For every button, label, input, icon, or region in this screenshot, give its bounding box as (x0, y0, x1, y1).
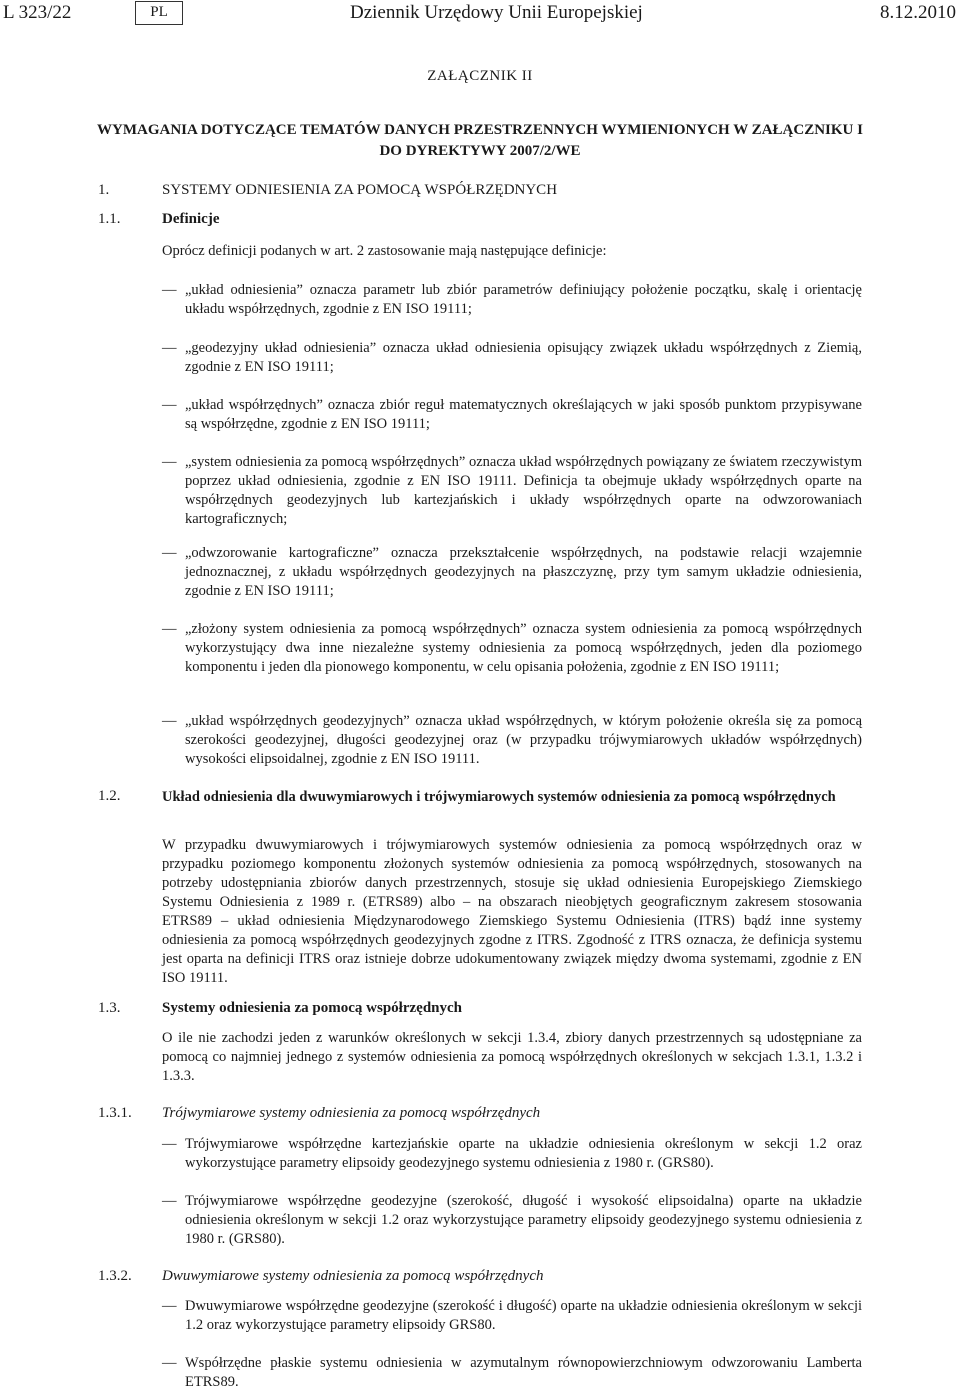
definition-text: „układ współrzędnych” oznacza zbiór reguł matematycznych określających w jaki sposób punktom przypisywane są współrzędne, zgodnie z EN ISO 19111; (185, 397, 862, 432)
dash-marker: — (162, 713, 177, 729)
definition-text: „układ odniesienia” oznacza parametr lub zbiór parametrów definiujący położenie początku, skalę i orientację układu współrzędnych, zgodnie z EN ISO 19111; (185, 282, 862, 317)
section-1-number: 1. (98, 182, 110, 198)
language-badge: PL (135, 1, 183, 25)
section-1-1-title: Definicje (162, 211, 220, 227)
definition-item (162, 396, 862, 434)
dash-marker: — (162, 340, 177, 356)
section-1-3-2-number: 1.3.2. (98, 1268, 132, 1284)
definition-text: „system odniesienia za pomocą współrzędnych” oznacza układ współrzędnych powiązany ze światem rzeczywistym poprzez układ odniesienia, zgodnie z EN ISO 19111. Definicja ta obejmuje układy współrzędnych oparte na współrzędnych geodezyjnych lub kartezjańskich i układy współrzędnych oparte na odwzorowaniach kartograficznych; (185, 454, 862, 527)
definition-item (162, 281, 862, 319)
definition-text: „układ współrzędnych geodezyjnych” oznacza układ współrzędnych, w którym położenie określa się za pomocą szerokości geodezyjnej, długości geodezyjnej oraz (w przypadku trójwymiarowych układów współrzędnych) wysokości elipsoidalnej, zgodnie z EN ISO 19111. (185, 713, 862, 767)
dash-marker: — (162, 1193, 177, 1209)
section-1-1-intro: Oprócz definicji podanych w art. 2 zastosowanie mają następujące definicje: (162, 243, 607, 259)
section-1-3-2-title: Dwuwymiarowe systemy odniesienia za pomocą współrzędnych (162, 1268, 544, 1284)
dash-marker: — (162, 397, 177, 413)
list-item-text: Trójwymiarowe współrzędne geodezyjne (szerokość, długość i wysokość elipsoidalna) oparte na układzie odniesienia określonym w sekcji 1.2 oraz wykorzystujące parametry elipsoidy geodezyjnego systemu odniesienia z 1980 r. (GRS80). (185, 1193, 862, 1247)
list-item-text: Trójwymiarowe współrzędne kartezjańskie oparte na układzie odniesienia określonym w sekcji 1.2 oraz wykorzystujące parametry elipsoidy geodezyjnego systemu odniesienia z 1980 r. (GRS80). (185, 1136, 862, 1171)
main-title-text: WYMAGANIA DOTYCZĄCE TEMATÓW DANYCH PRZESTRZENNYCH WYMIENIONYCH W ZAŁĄCZNIKU I DO DYREKTYWY 2007/2/WE (97, 122, 863, 159)
definition-item (162, 339, 862, 377)
annex-title: ZAŁĄCZNIK II (427, 68, 533, 84)
dash-marker: — (162, 545, 177, 561)
list-item (162, 1135, 862, 1173)
definition-item (162, 544, 862, 601)
list-item (162, 1192, 862, 1249)
dash-marker: — (162, 1298, 177, 1314)
definition-text: „złożony system odniesienia za pomocą współrzędnych” oznacza system odniesienia za pomocą współrzędnych wykorzystujący dwa inne niezależne systemy odniesienia za pomocą współrzędnych, jeden dla poziomego komponentu i jeden dla pionowego komponentu, w celu opisania położenia, zgodnie z EN ISO 19111; (185, 621, 862, 675)
dash-marker: — (162, 621, 177, 637)
definition-text: „geodezyjny układ odniesienia” oznacza układ odniesienia opisujący związek układu współrzędnych z Ziemią, zgodnie z EN ISO 19111; (185, 340, 862, 375)
section-1-1-number: 1.1. (98, 211, 121, 227)
main-title (0, 120, 960, 162)
dash-marker: — (162, 1136, 177, 1152)
dash-marker: — (162, 454, 177, 470)
list-item (162, 1297, 862, 1335)
list-item-text: Współrzędne płaskie systemu odniesienia w azymutalnym równopowierzchniowym odwzorowaniu Lamberta ETRS89. (185, 1355, 862, 1390)
section-1-2-number: 1.2. (98, 788, 121, 804)
section-1-3-number: 1.3. (98, 1000, 121, 1016)
section-1-3-body: O ile nie zachodzi jeden z warunków określonych w sekcji 1.3.4, zbiory danych przestrzennych są udostępniane za pomocą co najmniej jednego z systemów odniesienia za pomocą współrzędnych określonych w sekcjach 1.3.1, 1.3.2 i 1.3.3. (162, 1030, 862, 1084)
page-header (0, 0, 960, 32)
dash-marker: — (162, 1355, 177, 1371)
section-1-3-1-title: Trójwymiarowe systemy odniesienia za pomocą współrzędnych (162, 1105, 541, 1121)
definition-item (162, 453, 862, 529)
dash-marker: — (162, 282, 177, 298)
section-1-2-body: W przypadku dwuwymiarowych i trójwymiarowych systemów odniesienia za pomocą współrzędnych oraz w przypadku poziomego komponentu złożonych systemów odniesienia za pomocą współrzędnych, stosowanych na potrzeby udostępniania zbiorów danych przestrzennych, stosuje się układ odniesienia Europejskiego Ziemskiego Systemu Odniesienia z 1989 r. (ETRS89) albo – na obszarach nieobjętych geograficznym zakresem stosowania ETRS89 – układ odniesienia Międzynarodowego Ziemskiego Systemu Odniesienia (ITRS) bądź inne systemy odniesienia za pomocą współrzędnych geodezyjnych zgodne z ITRS. Zgodność z ITRS oznacza, że definicja systemu jest oparta na definicji ITRS oraz istnieje dobrze udokumentowany związek między dwoma systemami, zgodnie z EN ISO 19111. (162, 837, 862, 986)
list-item (162, 1354, 862, 1392)
definition-item (162, 712, 862, 769)
section-1-2-title: Układ odniesienia dla dwuwymiarowych i trójwymiarowych systemów odniesienia za pomocą współrzędnych (162, 789, 836, 805)
section-1-title: SYSTEMY ODNIESIENIA ZA POMOCĄ WSPÓŁRZĘDNYCH (162, 182, 558, 198)
section-1-3-1-number: 1.3.1. (98, 1105, 132, 1121)
page-number: L 323/22 (3, 2, 72, 23)
definition-item (162, 620, 862, 677)
section-1-3-title: Systemy odniesienia za pomocą współrzędnych (162, 1000, 462, 1016)
definition-text: „odwzorowanie kartograficzne” oznacza przekształcenie współrzędnych, na podstawie relacji wzajemnie jednoznacznej, z układu współrzędnych geodezyjnych na płaszczyznę, przy tym samym układzie odniesienia, zgodnie z EN ISO 19111; (185, 545, 862, 599)
journal-title: Dziennik Urzędowy Unii Europejskiej (350, 2, 643, 23)
publication-date: 8.12.2010 (880, 2, 956, 23)
list-item-text: Dwuwymiarowe współrzędne geodezyjne (szerokość i długość) oparte na układzie odniesienia określonym w sekcji 1.2 oraz wykorzystujące parametry elipsoidy GRS80. (185, 1298, 862, 1333)
